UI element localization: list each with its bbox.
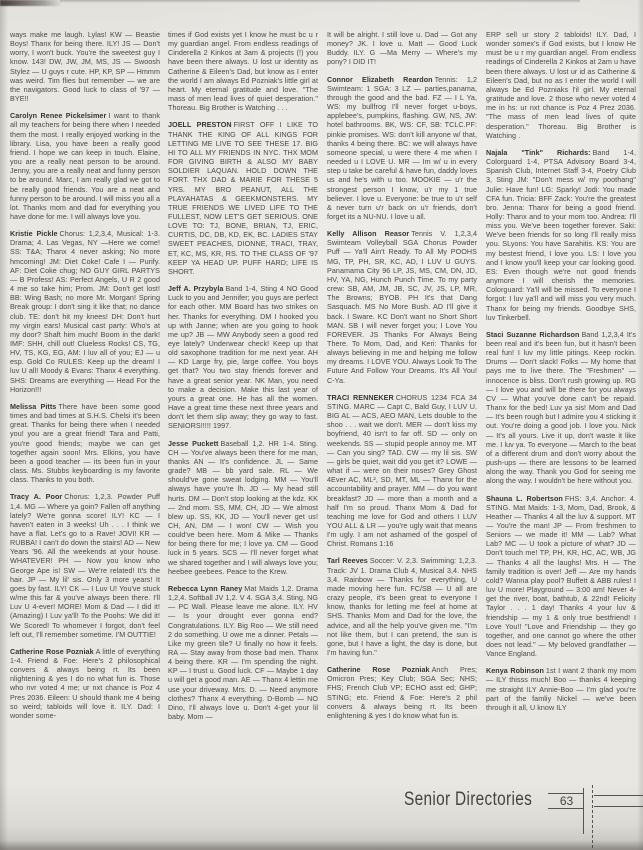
entry-name: Kenya Robinson [486,666,544,676]
entry-name: Kristie Pickle [10,229,58,239]
entry-text: I want to thank all my teachers for being there when I needed them the most. I really enjoyed working in the library. Lisa, you have been a really good friend. I hope we can keep in touch. Elaine, you are a really neat person to be around. Jenny, you are a really neat and funny person to be around. Marc, I am really glad we got to be really good friends. You are a neat and funny person to be around. I will miss you all a lot. Thanks mom and dad for everything you have done for me. I will always love you. [10,111,160,221]
entry-text: ERP sell ur story 2 tabloids! ILY. Dad, I wonder somex's if God exists, but I know He must be u r my guardian angel. From endless readings of Cinderella 2 Kinkos at 2am u have been there always. U lost ur id as Catherine & Eileen's Dad, but no as I enter the world I will always be Ed Pozniaks l'il girl. My eternal gratitude and love. 2 those who never voted 4 me in hs: ur nxt chance is Poz 4 Prez 2036. "The mass of men lead lives of quite desperation." Thoreau. Big Brother is Watching . [486,30,636,140]
directory-entry [10,111,160,221]
entry-name: Tarl Reeves [327,556,368,566]
entry-text: Band 1,2,3,4 It's been real and it's been fun, but it hasn't been real fun! I luv my little pitings. Keep rockin. Drums — Don't slack! Folks — My home that pays me to live there. The "Freshmen" — innocence is bliss. Don't rush growing up. RG — I love you and will be there for you always CV — What you've done can't be repaid. Thanx for the bed! Luv ya sis! Mom and Dad — It's been rough but I admire you 4 sticking it out. You're doing a good job. I love you. Nick — It's all yours. Live it up, don't waste it like me. I luv ya. To everyone — March to the beat of a different drum and don't worry about the push-ups — there are lessons to be learned along the way. Thank you God for seeing me along the way. I wouldn't be here without you. [486,329,636,486]
folio-rule-above-number [548,793,583,794]
text-column-1 [10,30,160,728]
scan-edge-shadow-left [0,0,8,850]
directory-entry-continuation [10,30,160,103]
directory-entry [327,393,477,549]
entry-text: Band 1-4, Sting 4 NO Good Luck to you and Jennifer; you guys are perfect for each other. MM Board has two strikes on her. Thanks for everything. DM I hooked you up with Janne; when are you going to hook me up? JB — MW Anybody seen a good red eye lately? Underwear check! Keep up that old saxophone tradition for me next year. AH — KD Large fry, pie, large coffee. You boys get that? You two stay friends forever and have a great senior year. NK Man, you need to make a decision. Make this last year of yours a great one. He has all the women. Have a great time these next three years and don't let them slip away; they go way to fast. SENIORS!!!!! 1997. [168,284,319,431]
entry-name: TRACI RENNEKER [327,392,394,402]
directory-entry [327,75,477,222]
directory-entry [327,229,477,385]
directory-entry [168,284,318,431]
directory-entry-continuation [327,30,477,67]
entry-name: Catherine Rose Pozniak [327,665,430,675]
entry-name: JOELL PRESTON [168,120,232,130]
folio-horizontal-rule-top [594,795,643,796]
entry-text: Band 1-4, Colorguard 1-4, PTSA Advisory Board 3-4, Spanish Club, Internet Staff 3-4, Poetry Club 3, Sting JM: "Don't mess w/ my poothang" Julie: Have fun! LG: Sparky! Jodi: You made CFA fun. Tricia: BFF Zack: You're the greatest bro. Jenna: Thanx for being a good friend. Holly: Thanx and to your mom too. Andrea: I'll miss you. We've been together forever. Saki: We've been friends for so long I'll really miss you. SLyons: You have Sarahitis. KS: You are my bestest friend, I love you. LS: I love you and I know you'll keep your car looking good. ES: Even though we're not good friends anymore I will cherish the memories. Colorguard: Ya'll will be missed. To everyone I forgot: I luv ya'll and will miss you very much. Thanx for being my friends. Goodbye SHS, luv Tinkerbell. [486,147,636,322]
entry-name: Jesse Puckett [168,438,219,448]
directory-entry [10,229,160,394]
directory-entry [486,666,636,712]
entry-name: Najala "Tink" Richards: [486,147,591,157]
entry-text: It will be alright. I still love u. Dad — Got any money? JK. I love u. Matt — Good Luck Buddy. ILY. G —Ma Merry — Where's my pony? I DID IT! [327,30,477,67]
directory-entry [168,584,318,721]
entry-text: Chorus: 1,2,3,4, Musical: 1-3. Drama; 4. Las Vegas, NY —Here we come! SS: T&A; Thanx 4 never asking; No more hmcoming! JM: Diet Coke! Cafe I — Purify. AF: Diet Coke chug; NO GUY GIRL PARTYS — B Profess! AS: Perfect Angels, U R 2 good 4 me so take him; Prom. JM: Don't get lost! BB: Wing Bash; no more Mr. Morgan! Spring Break group: I don't sing it like that; no dance club. TE: don't hit my knees! DH: Don't hurt my virgin ears! Musical cast party: Who's at my door? Shaft him much! Boom in the dark! IMF: SHH, chill out! Clueless Rocks! CS, TG, HV, TS, KG, EG, AM: I luv all of you; EJ — u esp. Gold Co RULES: Keep up the dream! I luv U all! Moody & Evans: Thanx 4 everything. SHS: Dreams are everything — Head For the Horizon!!! [10,229,160,394]
entry-text: Soccer: V. 2,3. Swimming: 1,2,3. Track: JV 1. Drama Club 4, Musical 3,4. NHS 3,4. Rainbow — Thanks for everything, U made moving here fun. FC/SB — U all are crazy people, it's been great to everyone I know, thanks for letting me feel at home at SHS. Thanks Mom and Dad for the love, the advice, and all the help you've given me. "I'm not like them, but I can pretend, the sun is gone, but I have a light, the day is done, but I'm having fun." [327,556,477,657]
directory-entry [486,494,636,659]
directory-entry-continuation [168,30,318,112]
entry-text: Baseball 1,2. HR 1-4. Sting. CH — You've always been there for me man, thanks AN — It's confidence. JL — Same grade? MB — bb yard sale. RL — We should've gone sweat lodging. MM — You'll always have you're lh. JD — My head still hurts. DM — Don't stop looking at the kdz. KK — 2nd mom. SS, MM, CH, JD — We almost blew up. SS, KK, JD — You'll never get us! CH, AN, DM — I won! CW — Wish you could've been here. Mom & Mike — Thanks for being there for me; I love ya. CM — Good luck in 5 years. SCS — I'll never forget what we shared together and I will always love you; heebee geebees. Peace to the Krew. [168,438,318,576]
entry-text: A little of everything 1-4. Friend & Foe: Here's 2 philosophical convers & always being rt. Its been nlightening & yes I do no what fun is. Those who nvr voted 4 me; ur nxt chance is Poz 4 Pres 2036. Eileen: U should thank me 4 being so weird; tabloids will love it. ILY. Dad: I wonder some- [10,646,160,720]
entry-text: Mat Maids 1,2. Drama 1,2,4. Softball JV 1,2. V 4. SGA 3,4. Sting. NG — PC Wall. Please leave me alone. ILY. HV — Is your drought ever gonna end? Congratulations. ILY. Big Roo — We still need 2 do something. U owe me a dinner. Petals — Like my green tile? U finally no how it feels. RA — Stay away from those bad men. Thanx 4 being there. KR — I'm spending the night. KP — I trust u. Good luck. CF — Maybe 1 day u will get a good man. AE — Thanx 4 lettin me use your driveway. Mrs. D. — Need anymore clothes? Thanx 4 everything. D-Bomb — NO Dino, I'll always love u. Don't 4-get your lil baby. Mom — [168,583,318,722]
entry-name: Tracy A. Poor [10,492,63,502]
directory-entry [10,402,160,484]
scan-edge-shadow-top [60,0,580,3]
text-column-3 [327,30,477,728]
scan-smudge-top-left [0,0,62,6]
entry-text: ways make me laugh. Lylas! KW — Beastie Boys! Thanx for being there. ILY! JS — Don't worry, I won't buck. You're the sweetest guy I know. 143! DW, JW, JM, MS, JS — Swoosh Stylez — U guys r cute. HP, KP, SP — Hmmm was weird. Tim flies but remember — we are the navigators. Good luck to class of '97 — BYE!! [10,30,160,104]
entry-name: Melissa Pitts [10,401,57,411]
directory-entry [486,148,636,322]
text-column-2 [168,30,318,729]
scan-edge-shadow-bottom [0,840,643,850]
directory-entry [168,439,318,576]
section-title: Senior Directories [404,789,533,810]
entry-text: FHS: 3,4. Anchor: 4. STING. Mat Maids: 1-3, Mom, Dad, Brook, & Heather — Thanks 4 all the luv & support. MT — You're the man! JP — From freshmen to Seniors — we made it! MM — Lab? What Lab? MC — U took a picture of what? JD — Don't touch me! TP, PH, KR, HC, AC, WB, JG — Thanks 4 all the laughs! Mrs. H — The family tradition is over! Jeff — Are my hands cold? Wanna play pool? Buffett & ABB rules! I luv U more! Playground — 3:00 am! Never 4-get the river, boat, bathtub, & 22nd! Felicity Taylor . . . 1 day! Thanks 4 your luv & friendship — my 1 & only true bestfriend! I Love You!! "Love and Friendship — they go together, and one cannot go where the other does not lead." — My beloved grandfather — Vance England. [486,493,637,659]
folio-rule-below-number [548,808,583,809]
entry-text: Tennis V. 1,2,3,4 Swimteam Volleyball SGA Chorus Powder Puff — Ya'll Ain't Ready. To All My POOHS MG, TP, PH, SR, KC, AD, I LUV U GUYS. Panamama City 96 LP, JS, MS, CM, DN, JD, HV, YA, NG, Hunch Punch Time. To my party crew: SB, AM, JM, JB, SC, JV, JS, LP, MR, The Browns; BYOB. PH It's that Dang Sasquach. MS No More Bush. AD I'll give it back. I Sware. KC Don't want no Short Short MAN. SB I will never forget you; I Love You FOREVER. JS Thanks For Always Being There. To Mom, Dad, and Keri: Thanks for always believing in me and helping me follow my dreams. I LOVE YOU. Always Look To The Future And Follow Your Dreams. It's All You! C-Ya. [327,229,477,385]
entry-text: times if God exists yet I know he must bc u r my guardian angel. From endless readings of Cinderella 2 Kinkos at 3am & projects (!) you have been there always. U lost ur identity as Catherine & Eileen's Dad, but know as I enter the world I am always Ed Pozniak's little girl at heart. My eternal gratitude and love. "The mass of men lead lives of quiet desperation." Thoreau. Big Brother is Watching . . . [168,30,318,113]
entry-name: Kelly Allison Reasor [327,229,410,239]
directory-entry [168,120,318,276]
text-column-4 [486,30,636,720]
entry-text: 1st I want 2 thank my mom — ILY thisss much! Boo — thanks 4 keeping me straight ILY Annie-Boo — I'm glad you're part of the famliy Nickel — we've been through it all, U know ILY [486,666,636,712]
entry-text: There have been some good times and bad times at S.H.S. Chelsi it's been great. Thanks for being there when I needed you! you are a great friend! Tara and Patti, you're good friends; maybe we can get together again soon! Mrs. Elkins, you have been a good teacher — its been fun in your class. Ms. Stubbs keyboarding is my favorite class. Thanks to you both. [10,401,160,485]
entry-name: Catherine Rose Pozniak [10,646,94,656]
page-number: 63 [559,794,574,808]
directory-entry [327,665,477,720]
entry-text: CHORUS 1234 FCA 34 STING. MARC — Capt C, Bald Guy, I LUV U. BIG AL — ACS, AEO MAN, Lets double to the shoo . . . wait we don't. MER — don't kiss my boyfriend, 40 isn't to far off. SD — only on weekends. SS — stupid people annoy me. MT — Can you sing? TAD. CW — my lil sis. SW — girls be quiet, wait did you get it? LOWE — what if — were on their noses? Grey Ghost 4Ever AC, ML², SD, MT, ML — Thanx for the accountability and prayer. MM — do you want breakfast? JD — more than a month and a half I'm so proud. Thanx Mom & Dad for teaching me love for God and others I LUV YOU ALL & LR — you're ugly wait that means I'm ugly. I am not ashamed of the gospel of Christ. Romans 1:16 [327,392,477,549]
directory-entry [10,492,160,639]
entry-name: Carolyn Renee Pickelsimer [10,111,107,121]
directory-entry [486,330,636,486]
entry-name: Shauna L. Robertson [486,493,563,503]
entry-name: Connor Elizabeth Reardon [327,74,433,84]
folio-horizontal-rule-bottom [594,806,643,807]
directory-entry [10,647,160,720]
entry-name: Staci Suzanne Richardson [486,329,580,339]
folio-vertical-rule-solid [583,788,584,834]
directory-entry-continuation [486,30,636,140]
folio-vertical-rule-dashed [592,785,593,848]
directory-entry [327,556,477,657]
entry-name: Rebecca Lynn Raney [168,583,243,593]
scan-edge-shadow-right [637,0,643,850]
entry-text: Chorus: 1,2,3. Powder Puff 1,4. MG — Where ya goin? Fallen off anything lately? We're gonna score! ILY! KC — I haven't eaten in 3 weeks! Uh . . . I think we have a flat. Let's go to a Rave! JOVI! KR — RUBBA! I can't do down the stairs! AD — New Years '96. All the weekends at your house. WHATEVER! PH — Now you know who George Ape is! SW — We're related! It's the hair. JP — My lil' sis. Only 3 more years! It goes by fast. ILY! CK — I Luv U! You've stuck w/me this far & you've always been there. I'll Luv U 4-ever! MORE! Mom & Dad — I did it! (Amazing) I Luv ya'll! To the Poohs: We did it! We Scored! To whomever I forgot, don't feel left out, I'll remember sometime. I'M OUTTIE! [10,492,161,639]
entry-text: Anch Pres; Omicron Pres; Key Club; SGA Sec; NHS; FHS; French Club VP; ECHO asst ed; GHP; STING; etc. Friend & Foe: Here's 2 phil convers & always being rt. Its been enlightening & yes I do know what fun is. [327,665,478,720]
entry-text: FIRST OFF I LIKE TO THANK THE KING OF ALL KINGS FOR LETTING ME LIVE TO SEE THESE 17. BIG HI TO ALL MY FRIENDS IN NYC. THX MOM FOR GIVING BIRTH & ALSO MY BABY SOLDIER LAQUAN. HOLD DOWN THE FORT. THX DAD & MARIE FOR THESE 5 YRS. MY BRO PEANUT, ALL THE PLAYAHATAS & GEEKMONSTERS. MY TRUE FRIENDS WE LIVED LIFE TO THE FULLEST, NOW LET'S GET SERIOUS. ONE LOVE TO: TJ, BONE, BRIAN, TJ, ERIC, CURTIS, DC, DB, KD, EK, BC. LADIES STAY SWEET PEACHES, DIONNE, TRACI, TRAY, ET, KC, MS, KR, RS. TO THE CLASS OF '97 KEEP YA HEAD UP. PUFF HARD; LIFE IS SHORT. [168,120,318,276]
entry-text: Tennis: 1,2 Swimteam: 1 SGA: 3 LZ — parties,panama, through the good and the bad. FZ — I L Ya, WS: my bullfrog I'll never forget u-boys, applebee's, pumpkins, flashing. GW, NS, JW: hotel bathrooms. BK, WS: CF, SB: TCLC.PF: pinkie promises. WS: don't kill anyone w/ that, thanks 4 being there. BC: we will always have someone special, u were there 4 me when I needed u I LOVE U. MR — Im w/ u in every step u take be careful & have fun, daddy loves us and he's with u too. MOOKIE — u'r the strongest person I know, u'r my 1 true believer. I love u. Everyone: be true to u'r self & never turn u'r back on u'r friends, don't forget its a NU-NU. I love u all. [327,74,477,221]
entry-name: Jeff A. Przybyla [168,284,224,294]
